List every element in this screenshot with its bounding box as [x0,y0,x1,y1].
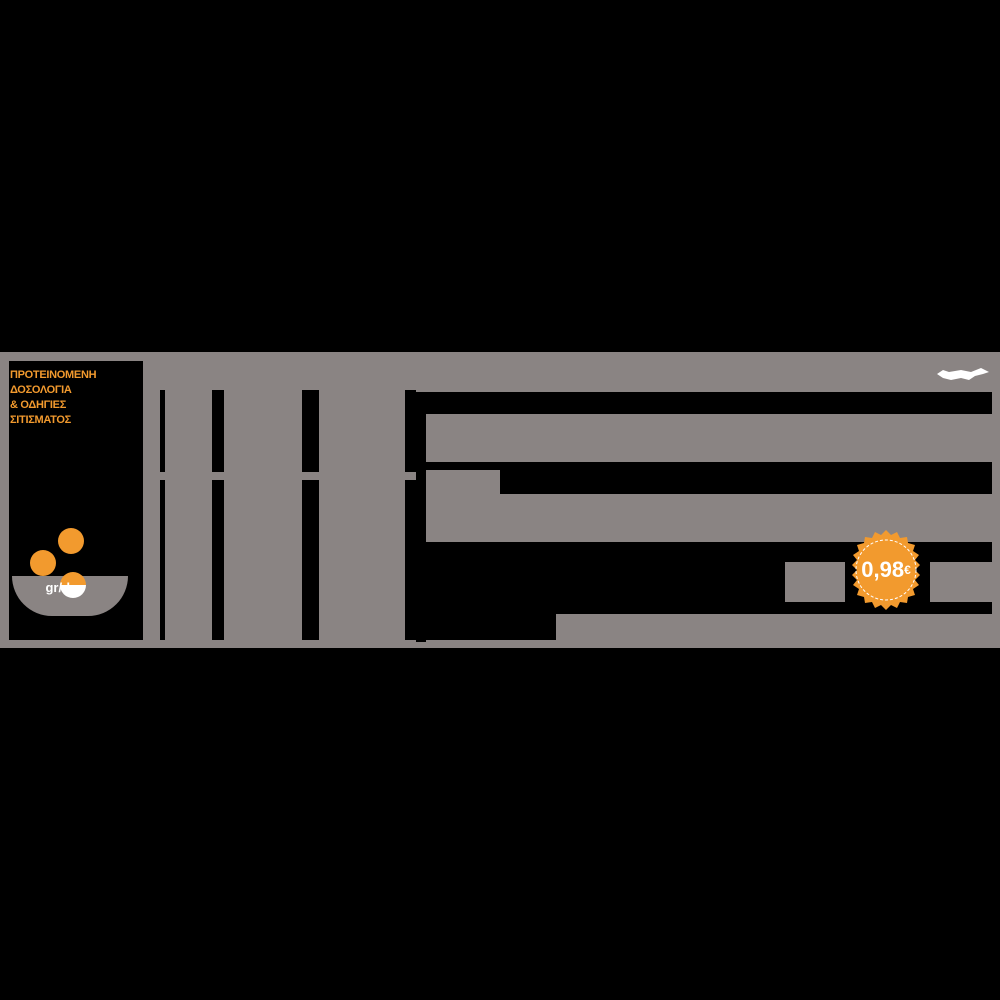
frame-right [992,352,1000,648]
table-column-dosage-1 [240,488,288,633]
feeding-guide-title [10,368,150,428]
info-border [416,392,426,642]
price-badge [846,530,926,610]
table-header-cell [224,400,302,460]
info-gap [500,470,992,494]
table-column-dosage-2 [344,488,384,633]
header-band [160,352,1000,390]
kibble-icon [58,528,84,554]
frame-left [0,352,9,648]
table-column-divider [212,390,224,640]
running-dog-icon [935,364,991,384]
table-header-cell [170,400,210,460]
table-header-divider [160,472,416,480]
table-column-divider [405,390,416,640]
title-line-3: & ΟΔΗΓΙΕΣ [10,399,67,411]
price-label-right [930,562,992,602]
kibble-icon [30,550,56,576]
table-border [160,390,165,640]
title-line-1: ΠΡΟΤΕΙΝΟΜΕΝΗ [10,369,97,381]
bowl-unit-label: gr/day [45,580,85,595]
price-label-left [785,562,845,602]
title-line-4: ΣΙΤΙΣΜΑΤΟΣ [10,414,71,426]
table-column-weights [178,488,208,633]
info-gap [426,462,992,470]
info-gap [426,392,992,414]
table-column-divider [302,390,319,640]
title-line-2: ΔΟΣΟΛΟΓΙΑ [10,384,72,396]
feeding-label [0,352,1000,648]
table-header-cell [319,400,403,460]
price-currency: € [904,563,911,577]
info-gap [416,614,556,640]
price-amount: 0,98 [861,557,905,582]
